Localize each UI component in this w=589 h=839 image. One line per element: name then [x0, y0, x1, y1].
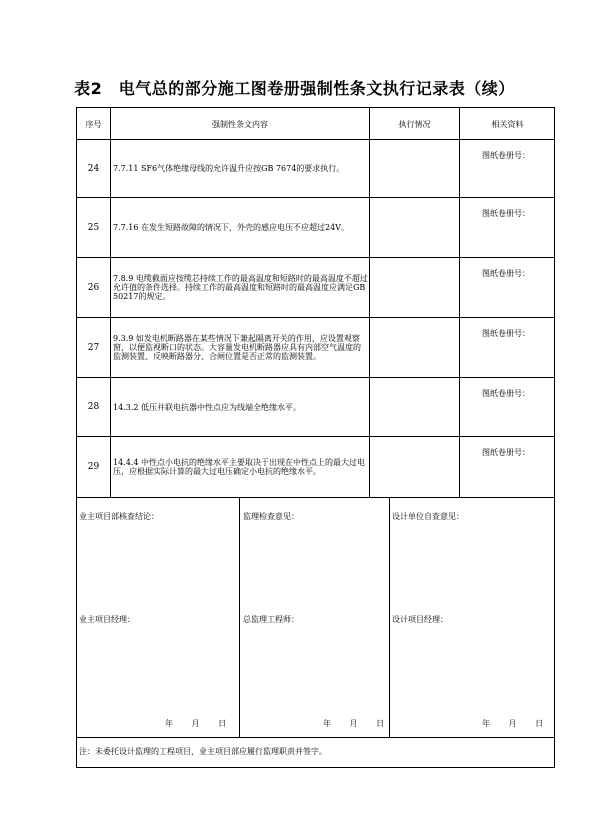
row-number: 28 — [87, 402, 100, 412]
grid-line — [110, 108, 111, 497]
header-ref: 相关资料 — [491, 119, 524, 129]
grid-line — [77, 497, 554, 498]
design-manager-label: 设计项目经理： — [392, 615, 448, 624]
drawing-volume-label: 图纸卷册号： — [482, 389, 530, 398]
grid-line — [77, 737, 554, 738]
page-title: 表2 电气总的部分施工图卷册强制性条文执行记录表（续） — [74, 79, 515, 98]
owner-date: 年 月 日 — [165, 719, 235, 728]
row-number: 25 — [87, 222, 100, 233]
grid-line — [239, 497, 240, 737]
row-number: 27 — [87, 342, 100, 353]
supervisor-opinion-label: 监理检查意见： — [243, 512, 299, 521]
drawing-volume-label: 图纸卷册号： — [482, 209, 530, 218]
row-number: 29 — [87, 462, 100, 472]
chief-supervisor-label: 总监理工程师： — [243, 615, 299, 624]
header-clause: 强制性条文内容 — [212, 119, 268, 129]
drawing-volume-label: 图纸卷册号： — [482, 329, 530, 338]
header-status: 执行情况 — [398, 119, 431, 129]
row-number: 24 — [87, 163, 100, 174]
footnote: 注：未委托设计监理的工程项目，业主项目部应履行监理职责并签字。 — [79, 747, 327, 756]
row-number: 26 — [87, 282, 100, 293]
designer-opinion-label: 设计单位自查意见： — [392, 512, 464, 521]
header-no: 序号 — [85, 119, 102, 129]
clause-text: 14.4.4 中性点小电抗的绝缘水平主要取决于出现在中性点上的最大过电压，应根据实际计算的最大过电压确定小电抗的绝缘水平。 — [113, 458, 365, 476]
drawing-volume-label: 图纸卷册号： — [482, 269, 530, 278]
grid-line — [389, 497, 390, 737]
clause-text: 9.3.9 如发电机断路器在某些情况下兼起隔离开关的作用，应设置观察窗，以便监视断口的状态。大容量发电机断路器应具有内部空气温度的监测装置、反映断路器分、合闸位置是否正常的监测装置。 — [113, 334, 361, 361]
clause-text: 7.8.9 电缆截面应按缆芯持续工作的最高温度和短路时的最高温度不超过允许值的条件选择。持续工作的最高温度和短路时的最高温度应满足GB 50217的规定。 — [113, 274, 368, 301]
drawing-volume-label: 图纸卷册号： — [482, 151, 530, 160]
owner-manager-label: 业主项目经理： — [79, 615, 135, 624]
clause-text: 14.3.2 低压并联电抗器中性点应为线端全绝缘水平。 — [113, 402, 301, 412]
owner-conclusion-label: 业主项目部核查结论： — [79, 512, 159, 521]
drawing-volume-label: 图纸卷册号： — [482, 448, 530, 457]
grid-line — [369, 108, 370, 497]
clause-text: 7.7.16 在发生短路故障的情况下，外壳的感应电压不应超过24V。 — [113, 223, 349, 232]
designer-date: 年 月 日 — [482, 719, 552, 728]
grid-line — [459, 108, 460, 497]
clause-text: 7.7.11 SF6气体绝缘母线的允许温升应按GB 7674的要求执行。 — [113, 164, 345, 173]
record-table — [76, 107, 555, 768]
supervisor-date: 年 月 日 — [323, 719, 393, 728]
